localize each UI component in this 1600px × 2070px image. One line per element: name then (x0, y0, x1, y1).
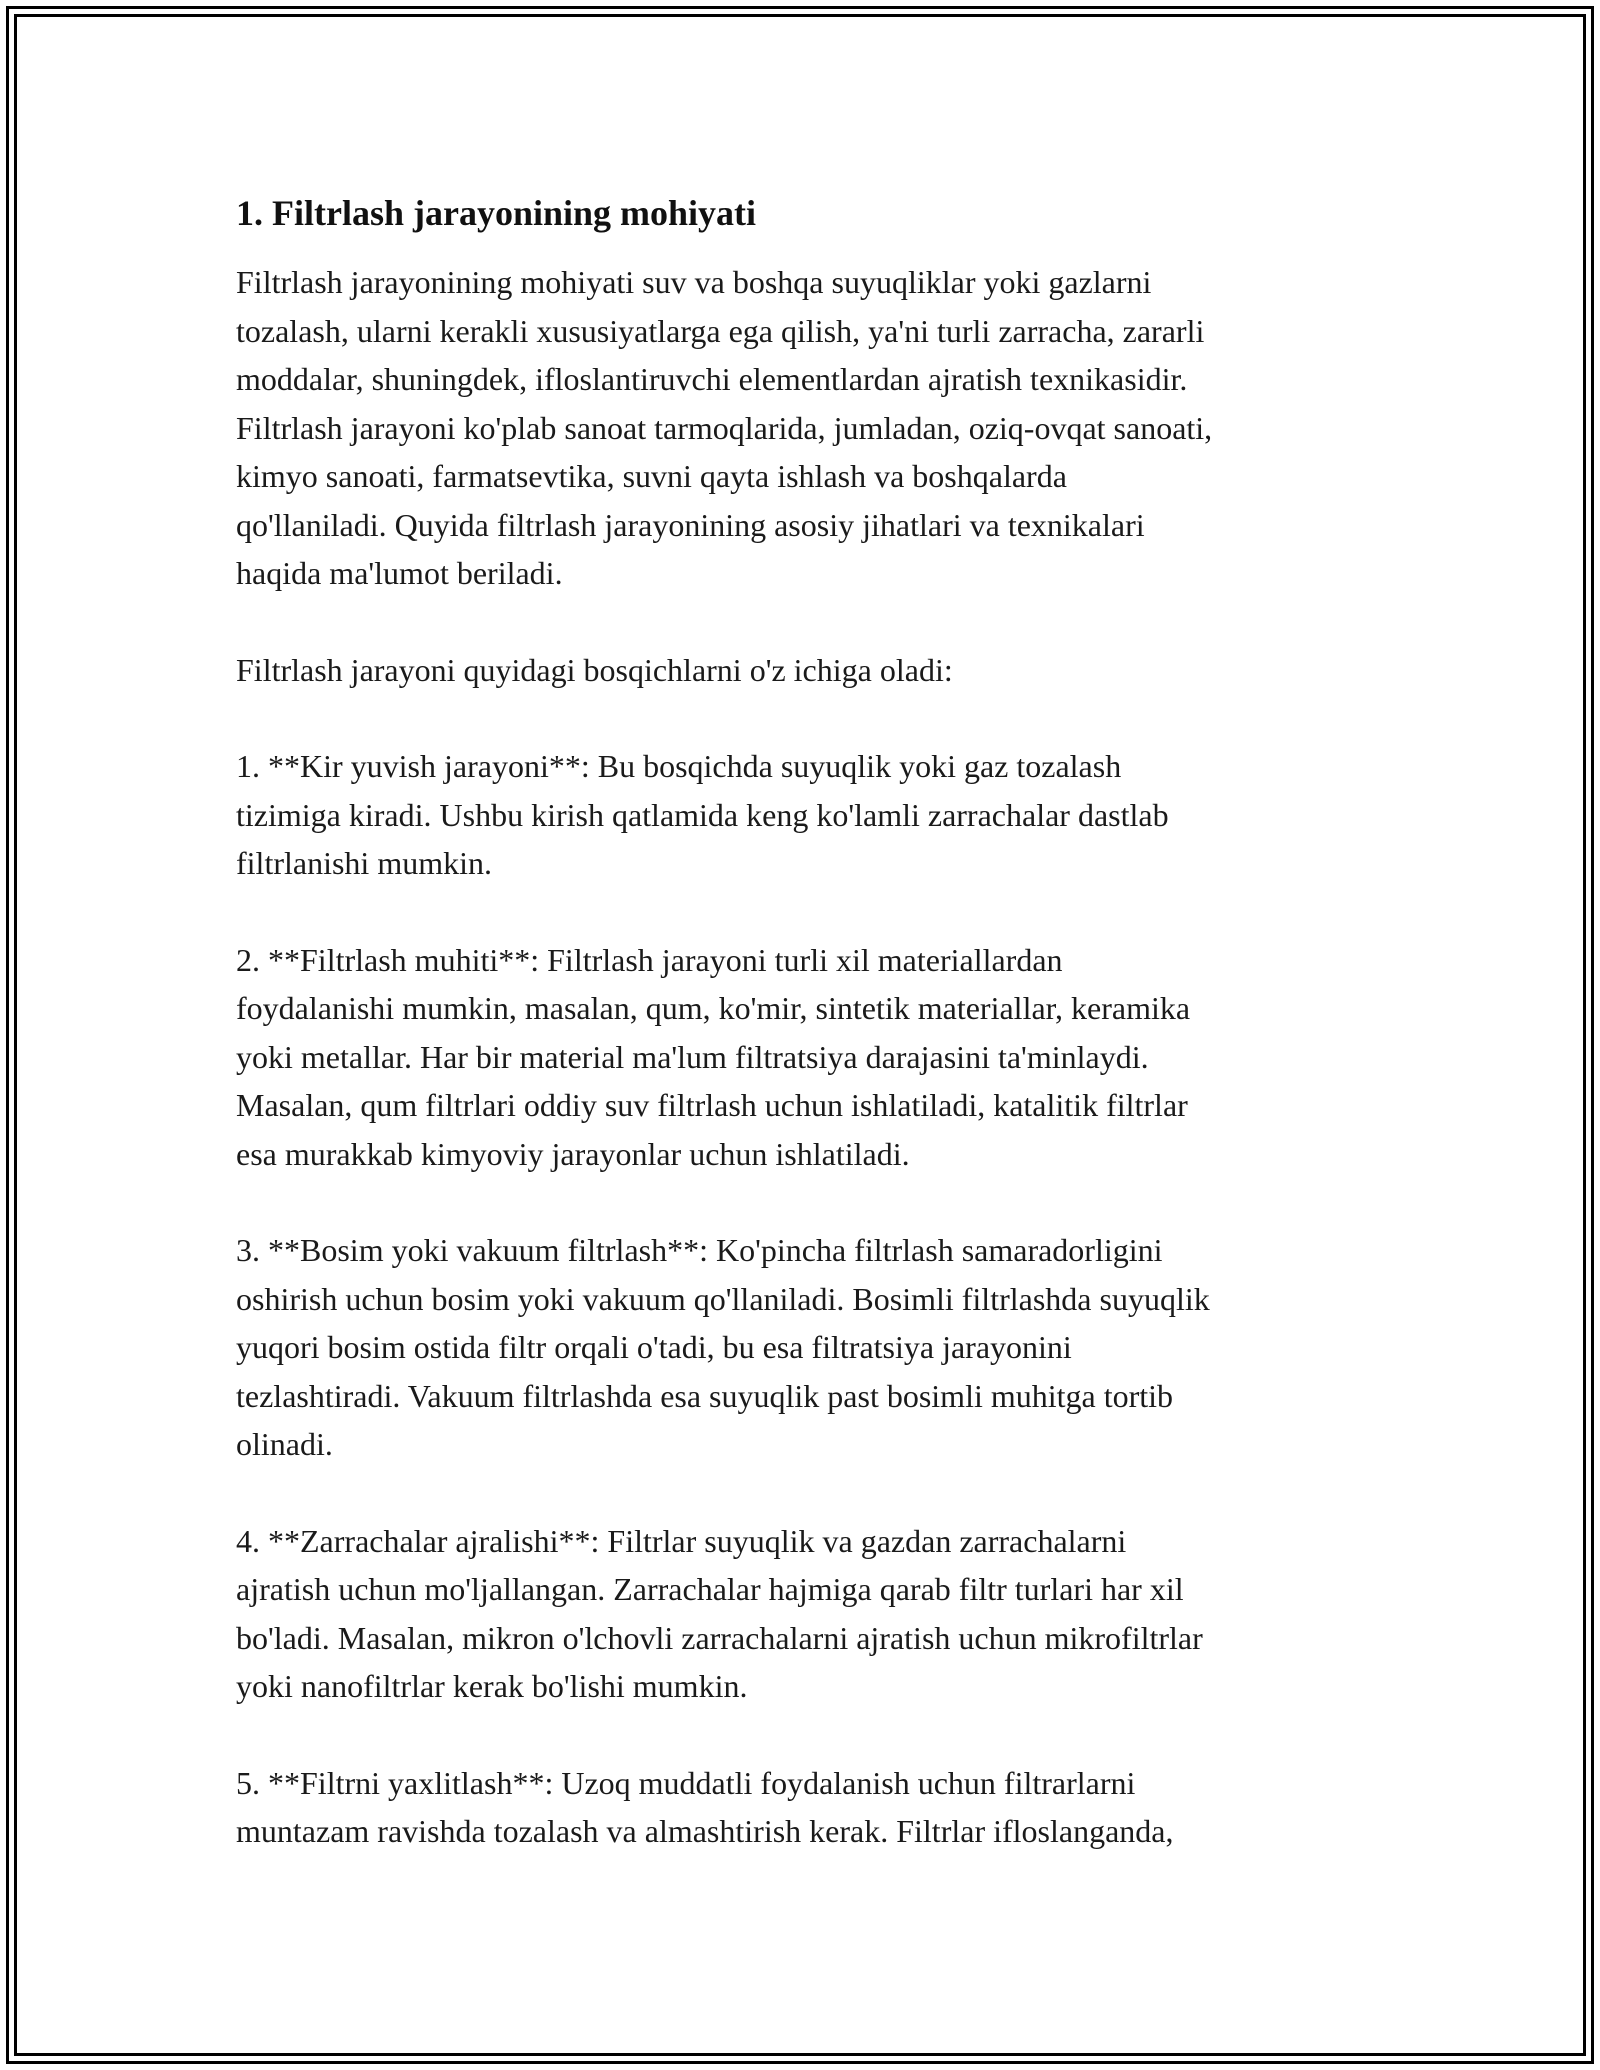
section-heading: 1. Filtrlash jarayonining mohiyati (236, 193, 757, 233)
stage-1-paragraph: 1. **Kir yuvish jarayoni**: Bu bosqichda suyuqlik yoki gaz tozalash tizimiga kiradi. Ushbu kirish qatlamida keng ko'lamli zarrachalar dastlab filtrlanishi mumkin. (236, 748, 1169, 881)
stage-5-paragraph: 5. **Filtrni yaxlitlash**: Uzoq muddatli foydalanish uchun filtrarlarni muntazam ravishda tozalash va almashtirish kerak. Filtrlar ifloslanganda, (236, 1764, 1174, 1849)
stage-3-paragraph: 3. **Bosim yoki vakuum filtrlash**: Ko'pincha filtrlash samaradorligini oshirish uchun bosim yoki vakuum qo'llaniladi. Bosimli filtrlashda suyuqlik yuqori bosim ostida filtr orqali o'tadi, bu esa filtratsiya jarayonini tezlashtiradi. Vakuum filtrlashda esa suyuqlik past bosimli muhitga tortib olinadi. (236, 1232, 1210, 1462)
document-body (236, 186, 1366, 1856)
stage-2-paragraph: 2. **Filtrlash muhiti**: Filtrlash jarayoni turli xil materiallardan foydalanishi mumkin, masalan, qum, ko'mir, sintetik materiallar, keramika yoki metallar. Har bir material ma'lum filtratsiya darajasini ta'minlaydi. Masalan, qum filtrlari oddiy suv filtrlash uchun ishlatiladi, katalitik filtrlar esa murakkab kimyoviy jarayonlar uchun ishlatiladi. (236, 941, 1191, 1172)
stage-4-paragraph: 4. **Zarrachalar ajralishi**: Filtrlar suyuqlik va gazdan zarrachalarni ajratish uchun mo'ljallangan. Zarrachalar hajmiga qarab filtr turlari har xil bo'ladi. Masalan, mikron o'lchovli zarrachalarni ajratish uchun mikrofiltrlar yoki nanofiltrlar kerak bo'lishi mumkin. (236, 1522, 1203, 1704)
intro-paragraph: Filtrlash jarayonining mohiyati suv va boshqa suyuqliklar yoki gazlarni tozalash, ularni kerakli xususiyatlarga ega qilish, ya'ni turli zarracha, zararli moddalar, shuningdek, ifloslantiruvchi elementlardan ajratish texnikasidir. Filtrlash jarayoni ko'plab sanoat tarmoqlarida, jumladan, oziq-ovqat sanoati, kimyo sanoati, farmatsevtika, suvni qayta ishlash va boshqalarda qo'llaniladi. Quyida filtrlash jarayonining asosiy jihatlari va texnikalari haqida ma'lumot beriladi. (236, 264, 1213, 591)
stages-intro-paragraph: Filtrlash jarayoni quyidagi bosqichlarni o'z ichiga oladi: (236, 651, 953, 688)
